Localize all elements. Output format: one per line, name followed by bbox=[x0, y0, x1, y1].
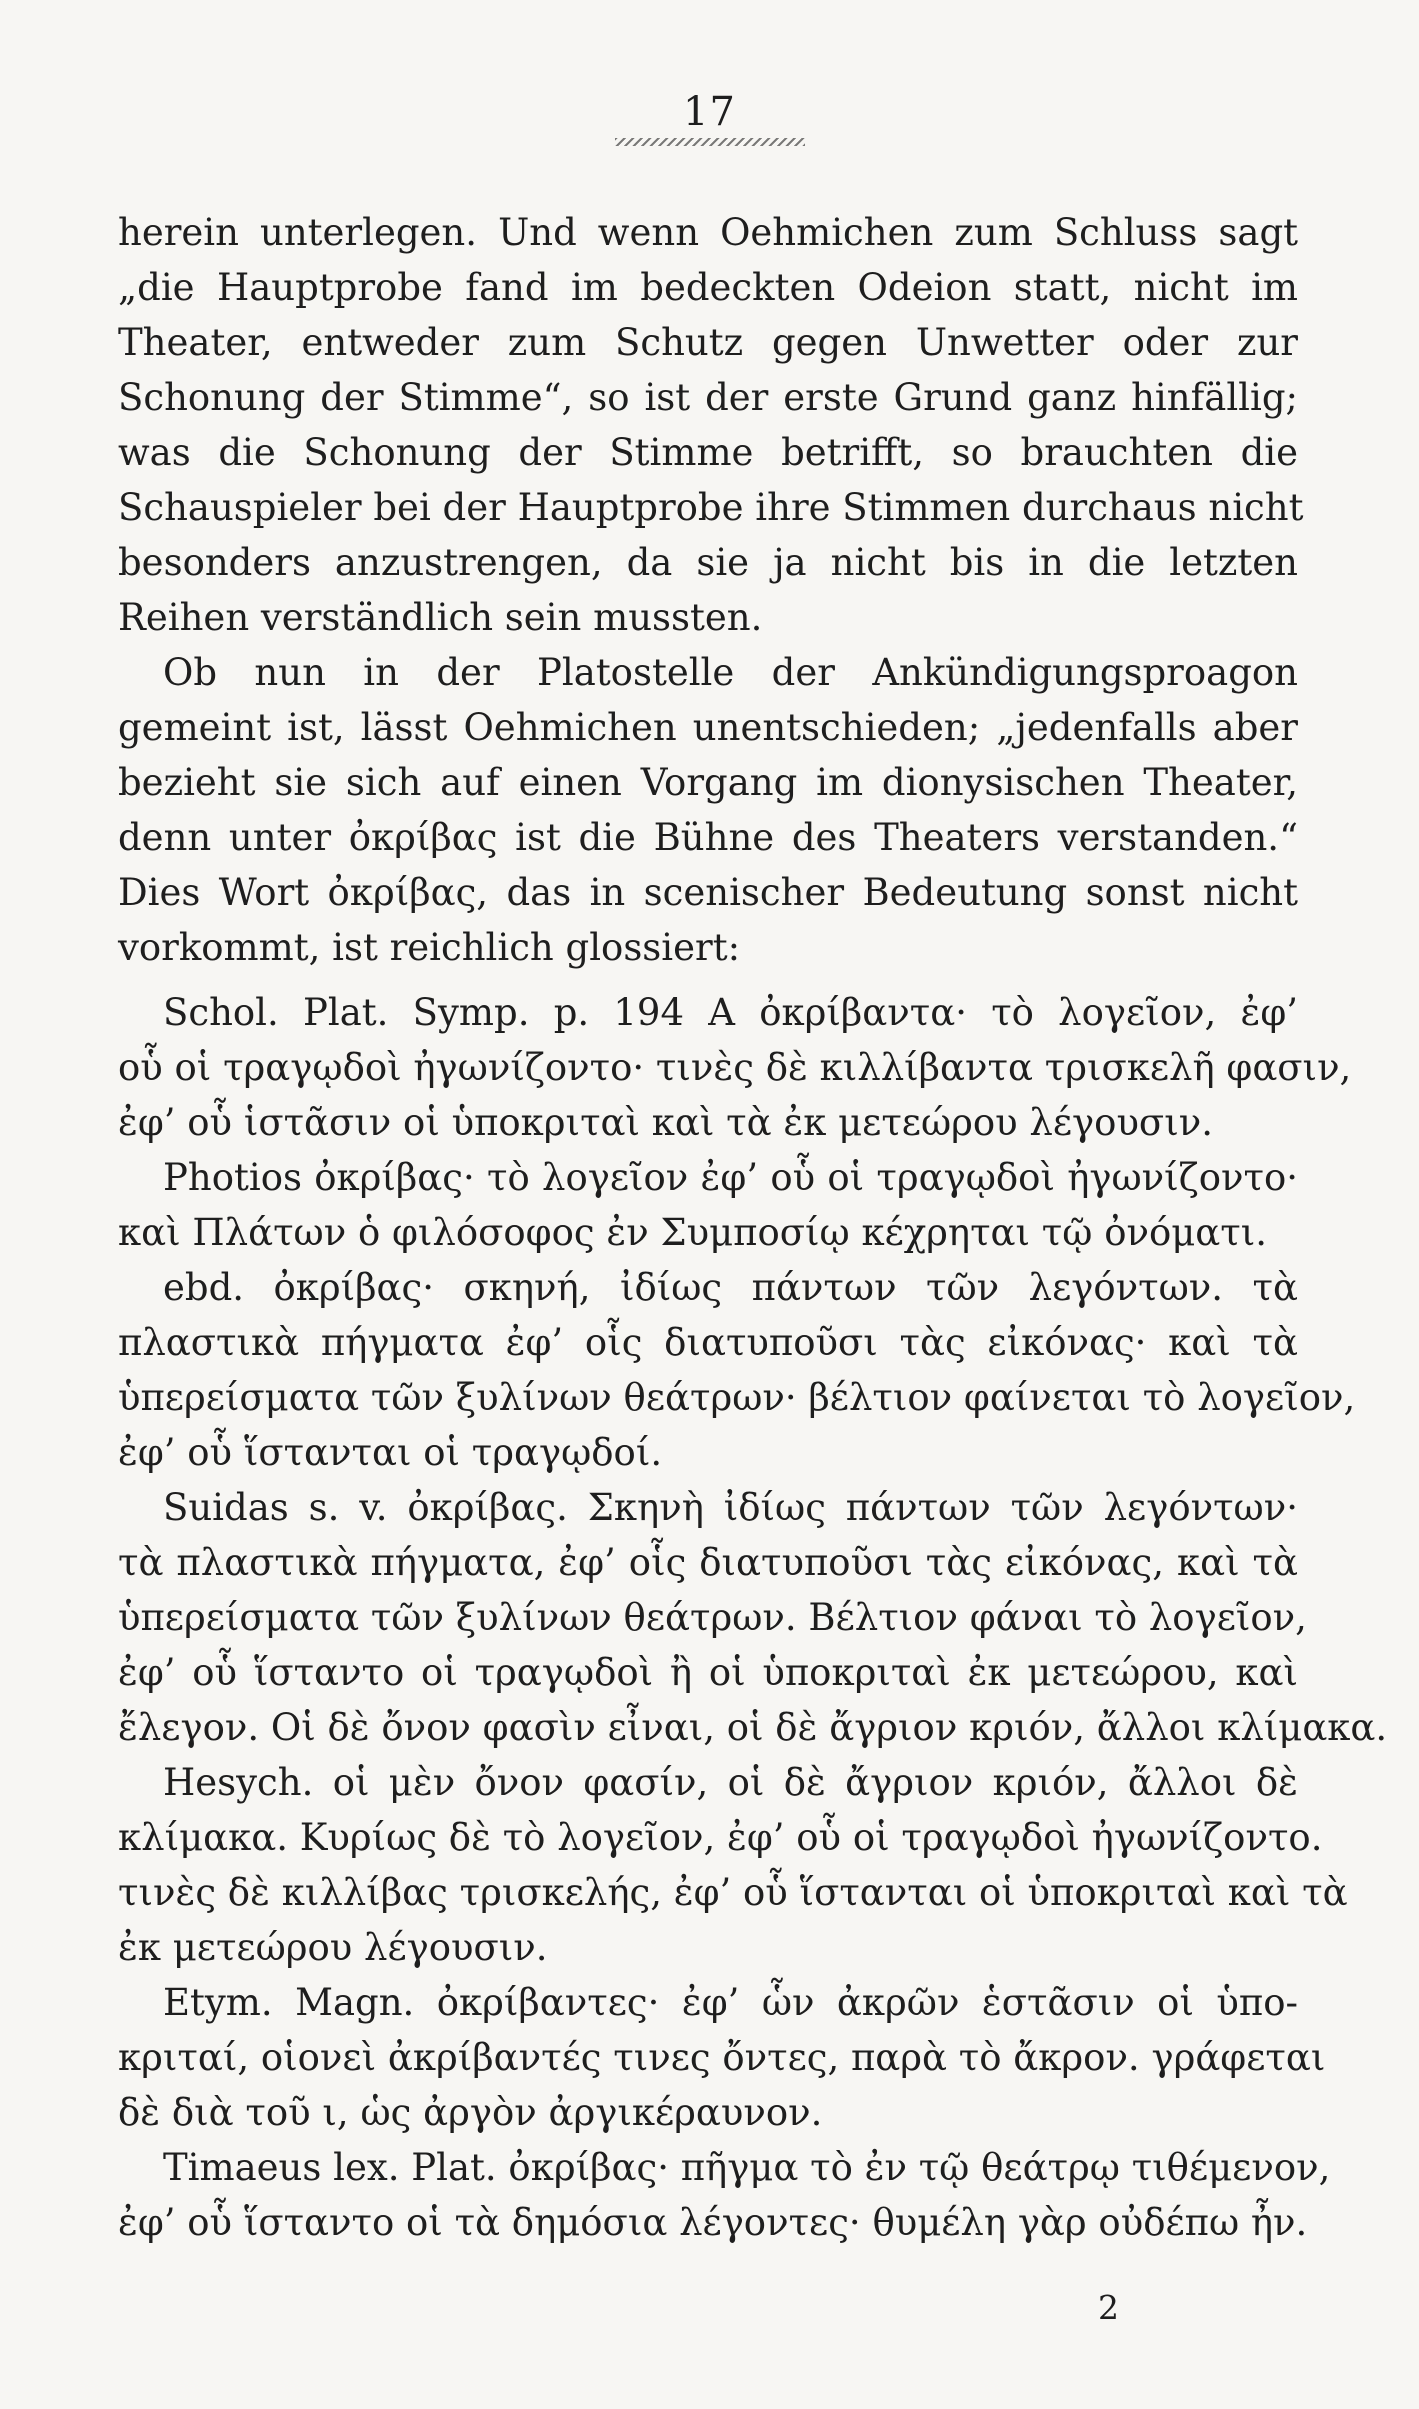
page-body bbox=[118, 205, 1388, 2250]
quote-line: ὑπερείσματα τῶν ξυλίνων θεάτρων· βέλτιον φαίνεται τὸ λογεῖον, bbox=[118, 1376, 1356, 1419]
text-line: Reihen verständlich sein mussten. bbox=[118, 596, 763, 639]
quote-line: Photios ὀκρίβας· τὸ λογεῖον ἐφ’ οὗ οἱ τραγῳδοὶ ἠγωνίζοντο· bbox=[163, 1156, 1298, 1199]
quote-line: κριταί, οἱονεὶ ἀκρίβαντές τινες ὄντες, παρὰ τὸ ἄκρον. γράφεται bbox=[118, 2036, 1326, 2079]
quote-line: ἔλεγον. Οἱ δὲ ὄνον φασὶν εἶναι, οἱ δὲ ἄγριον κριόν, ἄλλοι κλίμακα. bbox=[118, 1706, 1388, 1749]
quote-line: ὑπερείσματα τῶν ξυλίνων θεάτρων. Βέλτιον φάναι τὸ λογεῖον, bbox=[118, 1596, 1307, 1639]
quote-line: ἐφ’ οὗ ἵσταντο οἱ τὰ δημόσια λέγοντες· θυμέλη γὰρ οὐδέπω ἦν. bbox=[118, 2201, 1308, 2244]
text-line: was die Schonung der Stimme betrifft, so brauchten die bbox=[118, 431, 1298, 474]
quote-line: καὶ Πλάτων ὁ φιλόσοφος ἐν Συμποσίῳ κέχρηται τῷ ὀνόματι. bbox=[118, 1211, 1268, 1254]
text-line: Ob nun in der Platostelle der Ankündigungsproagon bbox=[163, 651, 1298, 694]
quote-line: Suidas s. v. ὀκρίβας. Σκηνὴ ἰδίως πάντων τῶν λεγόντων· bbox=[163, 1486, 1298, 1529]
text-line: denn unter ὀκρίβας ist die Bühne des Theaters verstanden.“ bbox=[118, 816, 1298, 859]
quote-line: τὰ πλαστικὰ πήγματα, ἐφ’ οἷς διατυποῦσι τὰς εἰκόνας, καὶ τὰ bbox=[118, 1541, 1298, 1584]
quote-line: κλίμακα. Κυρίως δὲ τὸ λογεῖον, ἐφ’ οὗ οἱ τραγῳδοὶ ἠγωνίζοντο. bbox=[118, 1816, 1323, 1859]
quote-line: Timaeus lex. Plat. ὀκρίβας· πῆγμα τὸ ἐν τῷ θεάτρῳ τιθέμενον, bbox=[163, 2146, 1331, 2189]
quote-line: ἐφ’ οὗ ἵσταντο οἱ τραγῳδοὶ ἢ οἱ ὑποκριταὶ ἐκ μετεώρου, καὶ bbox=[118, 1651, 1298, 1694]
quote-line: ἐφ’ οὗ ἱστᾶσιν οἱ ὑποκριταὶ καὶ τὰ ἐκ μετεώρου λέγουσιν. bbox=[118, 1101, 1213, 1144]
text-line: herein unterlegen. Und wenn Oehmichen zum Schluss sagt bbox=[118, 211, 1298, 254]
quote-line: Schol. Plat. Symp. p. 194 A ὀκρίβαντα· τὸ λογεῖον, ἐφ’ bbox=[163, 991, 1298, 1034]
signature-mark: 2 bbox=[1098, 2288, 1119, 2327]
text-line: vorkommt, ist reichlich glossiert: bbox=[118, 926, 741, 969]
page-number: 17 bbox=[683, 89, 736, 135]
text-line: „die Hauptprobe fand im bedeckten Odeion statt, nicht im bbox=[118, 266, 1298, 309]
page-header bbox=[0, 88, 1419, 146]
text-line: Schonung der Stimme“, so ist der erste Grund ganz hinfällig; bbox=[118, 376, 1298, 419]
quote-line: Hesych. οἱ μὲν ὄνον φασίν, οἱ δὲ ἄγριον κριόν, ἄλλοι δὲ bbox=[163, 1761, 1298, 1804]
text-line: besonders anzustrengen, da sie ja nicht bis in die letzten bbox=[118, 541, 1298, 584]
quote-line: ἐφ’ οὗ ἵστανται οἱ τραγῳδοί. bbox=[118, 1431, 663, 1474]
text-line: Dies Wort ὀκρίβας, das in scenischer Bedeutung sonst nicht bbox=[118, 871, 1298, 914]
quote-line: Etym. Magn. ὀκρίβαντες· ἐφ’ ὧν ἀκρῶν ἑστᾶσιν οἱ ὑπο- bbox=[163, 1981, 1298, 2024]
text-line: bezieht sie sich auf einen Vorgang im dionysischen Theater, bbox=[118, 761, 1298, 804]
text-line: Schauspieler bei der Hauptprobe ihre Stimmen durchaus nicht bbox=[118, 486, 1304, 529]
quote-line: πλαστικὰ πήγματα ἐφ’ οἷς διατυποῦσι τὰς εἰκόνας· καὶ τὰ bbox=[118, 1321, 1298, 1364]
text-line: Theater, entweder zum Schutz gegen Unwetter oder zur bbox=[118, 321, 1298, 364]
text-line: gemeint ist, lässt Oehmichen unentschieden; „jedenfalls aber bbox=[118, 706, 1298, 749]
quote-line: οὗ οἱ τραγῳδοὶ ἠγωνίζοντο· τινὲς δὲ κιλλίβαντα τρισκελῆ φασιν, bbox=[118, 1046, 1352, 1089]
quote-line: δὲ διὰ τοῦ ι, ὡς ἀργὸν ἀργικέραυνον. bbox=[118, 2091, 823, 2134]
quote-line: ebd. ὀκρίβας· σκηνή, ἰδίως πάντων τῶν λεγόντων. τὰ bbox=[163, 1266, 1298, 1309]
header-ornament-rule bbox=[615, 138, 805, 146]
quote-line: ἐκ μετεώρου λέγουσιν. bbox=[118, 1926, 548, 1969]
paragraph-gap bbox=[118, 975, 1298, 985]
quote-line: τινὲς δὲ κιλλίβας τρισκελής, ἐφ’ οὗ ἵστανται οἱ ὑποκριταὶ καὶ τὰ bbox=[118, 1871, 1348, 1914]
